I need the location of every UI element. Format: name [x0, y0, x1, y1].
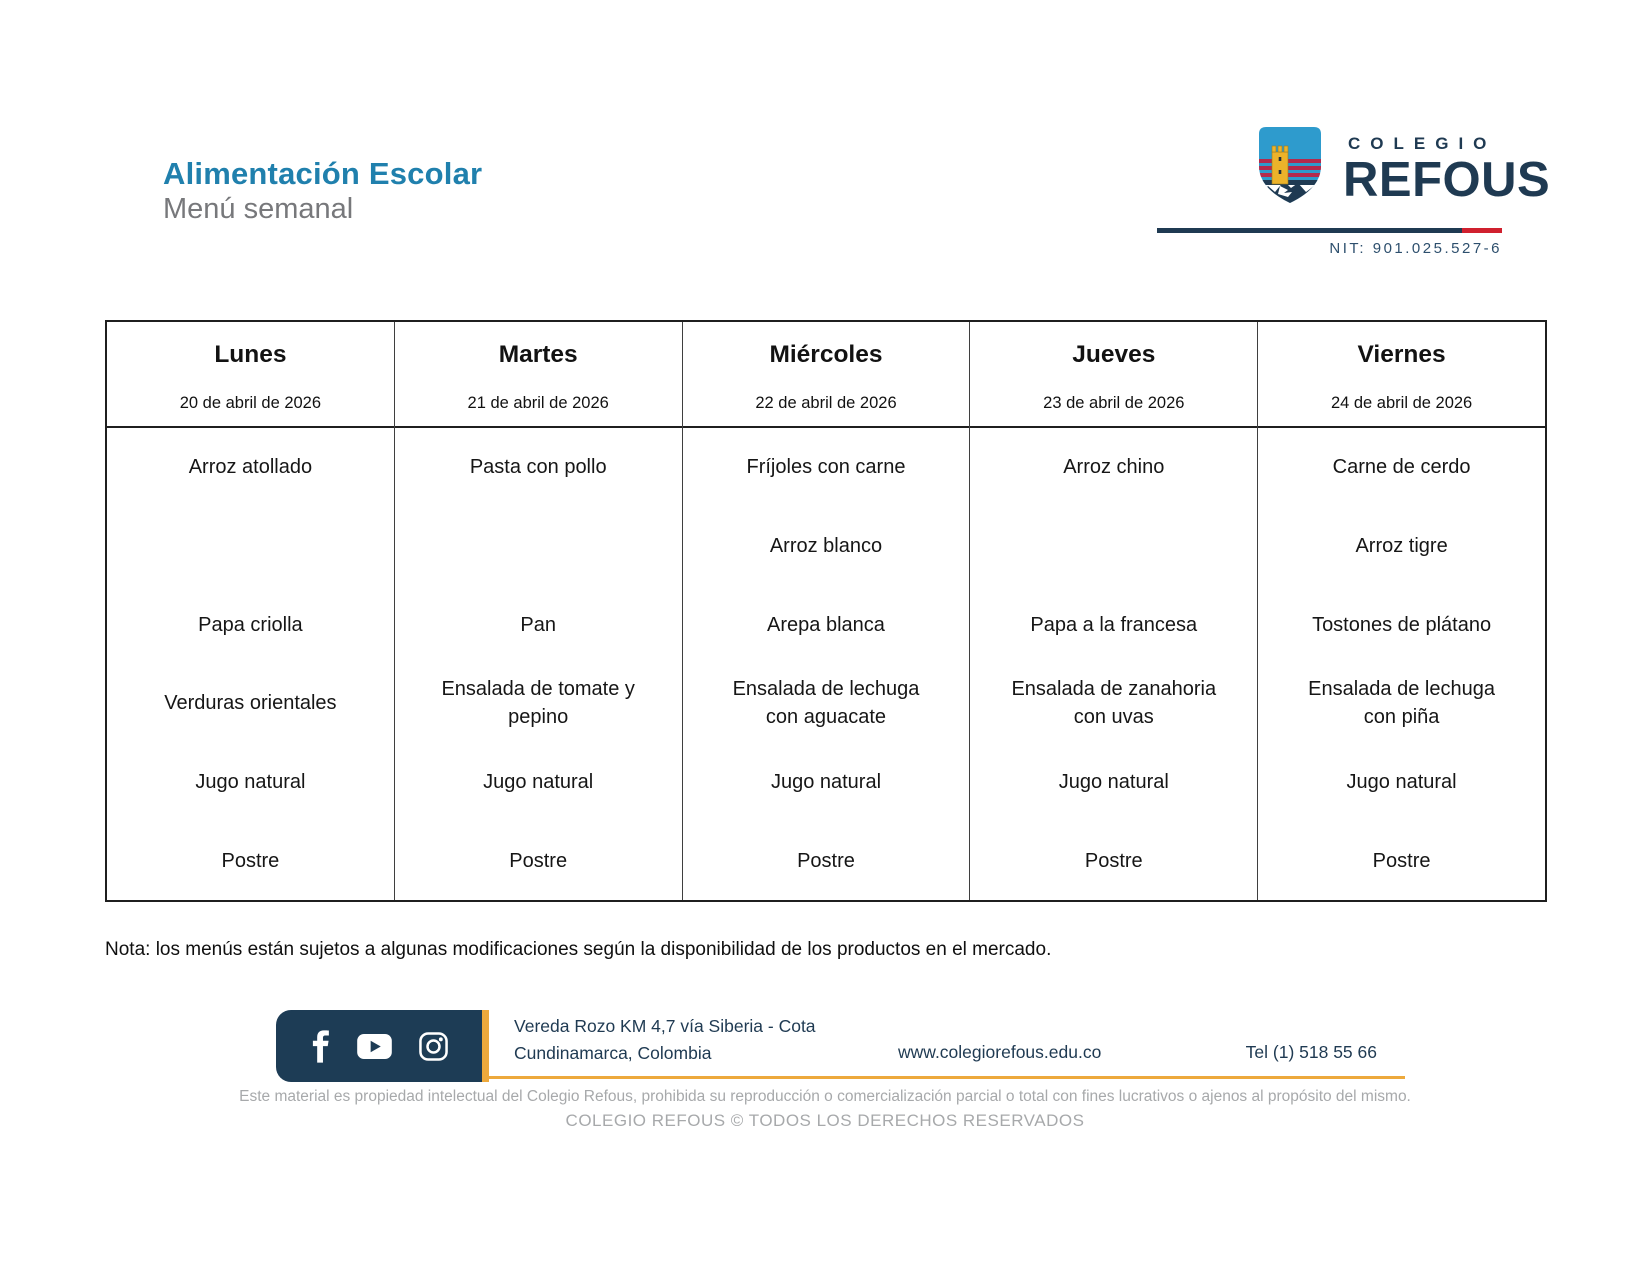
day-menu-cell: [970, 428, 1257, 900]
day-header: [395, 322, 682, 428]
menu-item: Jugo natural: [1058, 771, 1169, 794]
page-title: Alimentación Escolar: [163, 156, 483, 191]
menu-item: Jugo natural: [483, 771, 594, 794]
weekly-menu-table: [105, 320, 1547, 902]
day-date: 21 de abril de 2026: [467, 394, 609, 412]
menu-item: Ensalada de zanahoria con uvas: [1011, 678, 1217, 729]
social-links-bar: [276, 1010, 482, 1082]
menu-item: Arroz tigre: [1355, 535, 1448, 557]
day-date: 20 de abril de 2026: [179, 394, 322, 412]
page-subtitle: Menú semanal: [163, 193, 354, 225]
menu-item: Arroz atollado: [188, 456, 313, 479]
menu-item: Arepa blanca: [767, 613, 885, 636]
menu-item: Postre: [509, 849, 568, 872]
menu-item: Papa a la francesa: [1030, 613, 1198, 636]
logo-divider-rule: [1157, 228, 1502, 233]
footer-gold-rule: [489, 1076, 1405, 1079]
address-block: [514, 1013, 816, 1067]
youtube-icon[interactable]: [357, 1034, 392, 1059]
day-column-miercoles: [683, 322, 971, 900]
day-menu-cell: [683, 428, 970, 900]
day-header: [683, 322, 970, 428]
address-line-1: Vereda Rozo KM 4,7 vía Siberia - Cota: [514, 1016, 816, 1036]
day-name: Lunes: [214, 341, 287, 368]
menu-item: Jugo natural: [195, 771, 306, 794]
menu-item: Postre: [797, 849, 855, 872]
day-date: 23 de abril de 2026: [1043, 394, 1185, 412]
school-crest-shield-icon: [1258, 126, 1322, 204]
menu-item: Ensalada de lechuga con piña: [1308, 678, 1495, 729]
day-column-lunes: [107, 322, 395, 900]
rights-reserved-line: COLEGIO REFOUS © TODOS LOS DERECHOS RESERVADOS: [565, 1111, 1085, 1130]
day-name: Martes: [498, 341, 578, 368]
menu-item: Papa criolla: [198, 613, 303, 636]
day-column-jueves: [970, 322, 1258, 900]
day-header: [107, 322, 394, 428]
logo-divider-red-segment: [1462, 228, 1502, 233]
logo-wordmark-top: COLEGIO: [1348, 134, 1497, 153]
menu-note: Nota: los menús están sujetos a algunas modificaciones según la disponibilidad de los productos en el mercado.: [105, 939, 1052, 960]
menu-item: Postre: [1084, 849, 1143, 872]
menu-item: Pan: [520, 613, 556, 636]
instagram-icon[interactable]: [419, 1032, 448, 1061]
logo-wordmark-main: REFOUS: [1343, 153, 1551, 207]
footer-gold-divider: [482, 1010, 489, 1082]
menu-item: Tostones de plátano: [1312, 613, 1492, 636]
day-date: 22 de abril de 2026: [755, 394, 897, 412]
address-line-2: Cundinamarca, Colombia: [514, 1043, 712, 1064]
day-menu-cell: [395, 428, 682, 900]
day-name: Miércoles: [769, 341, 883, 368]
menu-item: Jugo natural: [770, 771, 882, 794]
menu-item: Ensalada de lechuga con aguacate: [732, 678, 920, 729]
menu-item: Carne de cerdo: [1332, 456, 1471, 479]
day-name: Viernes: [1357, 341, 1446, 368]
day-header: [970, 322, 1257, 428]
menu-item: Postre: [221, 849, 280, 872]
day-column-martes: [395, 322, 683, 900]
menu-item: Ensalada de tomate y pepino: [441, 678, 635, 729]
day-name: Jueves: [1072, 341, 1156, 368]
facebook-icon[interactable]: [311, 1030, 330, 1063]
castle-tower-icon: [1272, 146, 1288, 184]
copyright-notice: Este material es propiedad intelectual del Colegio Refous, prohibida su reproducción o comercialización parcial o total con fines lucrativos o ajenos al propósito del mismo.: [239, 1088, 1411, 1105]
menu-item: Pasta con pollo: [469, 456, 607, 479]
day-header: [1258, 322, 1545, 428]
logo-divider-navy-segment: [1157, 228, 1462, 233]
menu-item: Arroz blanco: [769, 535, 883, 557]
nit-number: NIT: 901.025.527-6: [1329, 240, 1502, 257]
day-column-viernes: [1258, 322, 1545, 900]
day-menu-cell: [107, 428, 394, 900]
menu-item: Arroz chino: [1063, 456, 1165, 479]
menu-item: Verduras orientales: [164, 692, 337, 715]
day-date: 24 de abril de 2026: [1330, 394, 1473, 412]
menu-item: Jugo natural: [1346, 771, 1457, 794]
phone-number: Tel (1) 518 55 66: [1245, 1042, 1377, 1062]
website-link[interactable]: www.colegiorefous.edu.co: [898, 1042, 1102, 1062]
menu-item: Postre: [1372, 849, 1431, 872]
day-menu-cell: [1258, 428, 1545, 900]
menu-item: Fríjoles con carne: [746, 456, 906, 479]
